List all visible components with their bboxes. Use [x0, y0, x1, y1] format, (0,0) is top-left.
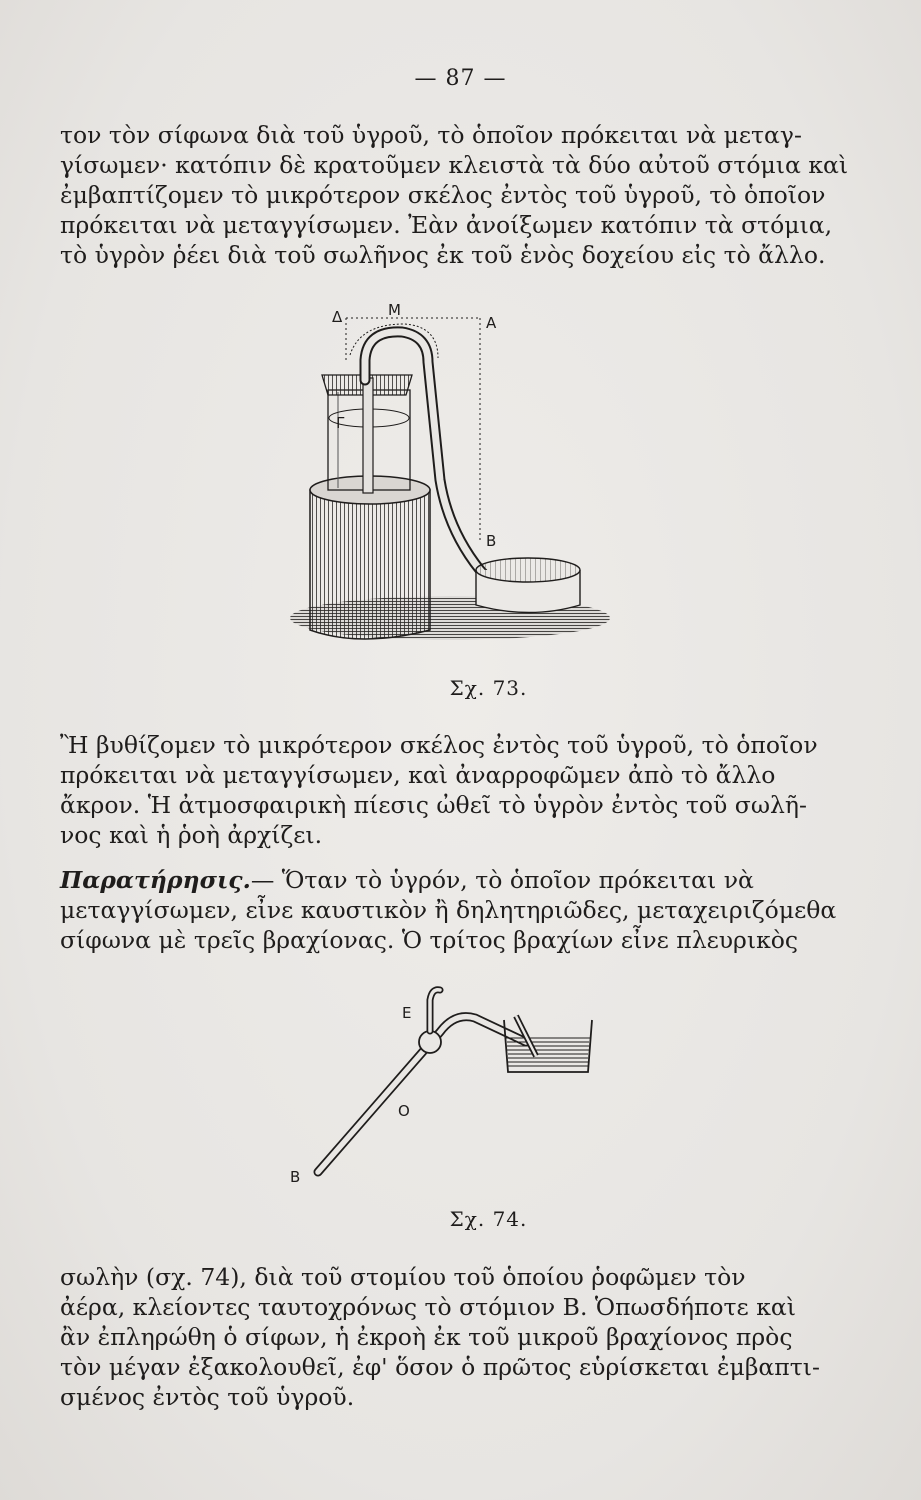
- label-b: Β: [486, 532, 497, 550]
- paragraph-3: [60, 865, 837, 955]
- label-e: Ε: [402, 1004, 412, 1022]
- page-number: — 87 —: [414, 66, 507, 91]
- label-b: Β: [290, 1168, 301, 1186]
- paragraph-4-line: σμένος ἐντὸς τοῦ ὑγροῦ.: [60, 1383, 355, 1411]
- paragraph-4-line: τὸν μέγαν ἐξακολουθεῖ, ἐφ' ὅσον ὁ πρῶτος εὑρίσκεται ἐμβαπτι-: [60, 1353, 820, 1381]
- paragraph-3-line: σίφωνα μὲ τρεῖς βραχίονας. Ὁ τρίτος βραχίων εἶνε πλευρικὸς: [60, 926, 799, 954]
- paragraph-3-line: — Ὅταν τὸ ὑγρόν, τὸ ὁποῖον πρόκειται νὰ: [250, 866, 754, 894]
- figure-73-siphon-illustration: [280, 300, 630, 670]
- paragraph-2-line: νος καὶ ἡ ῥοὴ ἀρχίζει.: [60, 821, 323, 849]
- paragraph-4-line: σωλὴν (σχ. 74), διὰ τοῦ στομίου τοῦ ὁποίου ῥοφῶμεν τὸν: [60, 1263, 746, 1291]
- figure-73-caption: Σχ. 73.: [449, 676, 528, 700]
- paragraph-1-line: τὸ ὑγρὸν ῥέει διὰ τοῦ σωλῆνος ἐκ τοῦ ἑνὸς δοχείου εἰς τὸ ἄλλο.: [60, 241, 826, 269]
- paragraph-1-line: τον τὸν σίφωνα διὰ τοῦ ὑγροῦ, τὸ ὁποῖον πρόκειται νὰ μεταγ-: [60, 121, 802, 149]
- paragraph-2-line: ἄκρον. Ἡ ἀτμοσφαιρικὴ πίεσις ὠθεῖ τὸ ὑγρὸν ἐντὸς τοῦ σωλῆ-: [60, 791, 807, 819]
- paragraph-4: [60, 1262, 820, 1412]
- paragraph-2-line: Ἢ βυθίζομεν τὸ μικρότερον σκέλος ἐντὸς τοῦ ὑγροῦ, τὸ ὁποῖον: [60, 731, 818, 759]
- paragraph-1-line: πρόκειται νὰ μεταγγίσωμεν. Ἐὰν ἀνοίξωμεν κατόπιν τὰ στόμια,: [60, 211, 833, 239]
- paragraph-3-line: μεταγγίσωμεν, εἶνε καυστικὸν ἢ δηλητηριῶδες, μεταχειριζόμεθα: [60, 896, 837, 924]
- label-o: Ο: [398, 1102, 410, 1120]
- paragraph-4-line: ἀέρα, κλείοντες ταυτοχρόνως τὸ στόμιον Β. Ὁπωσδήποτε καὶ: [60, 1293, 796, 1321]
- label-a: Α: [486, 314, 497, 332]
- paragraph-2-line: πρόκειται νὰ μεταγγίσωμεν, καὶ ἀναρροφῶμεν ἀπὸ τὸ ἄλλο: [60, 761, 776, 789]
- large-vessel: [310, 490, 430, 639]
- figure-74-three-arm-siphon: [280, 980, 610, 1190]
- label-delta: Δ: [332, 308, 343, 326]
- paragraph-1-line: ἐμβαπτίζομεν τὸ μικρότερον σκέλος ἐντὸς τοῦ ὑγροῦ, τὸ ὁποῖον: [60, 181, 826, 209]
- paragraph-2: [60, 730, 820, 850]
- paragraph-4-line: ἂν ἐπληρώθη ὁ σίφων, ἡ ἐκροὴ ἐκ τοῦ μικροῦ βραχίονος πρὸς: [60, 1323, 793, 1351]
- remark-heading: Παρατήρησις.: [60, 866, 251, 894]
- paragraph-1: [60, 120, 849, 270]
- paragraph-3-first-line: [60, 865, 820, 895]
- paragraph-1-line: γίσωμεν· κατόπιν δὲ κρατοῦμεν κλειστὰ τὰ δύο αὐτοῦ στόμια καὶ: [60, 151, 849, 179]
- label-m: Μ: [388, 301, 401, 319]
- label-gamma: Γ: [336, 414, 345, 432]
- figure-74-caption: Σχ. 74.: [449, 1207, 528, 1231]
